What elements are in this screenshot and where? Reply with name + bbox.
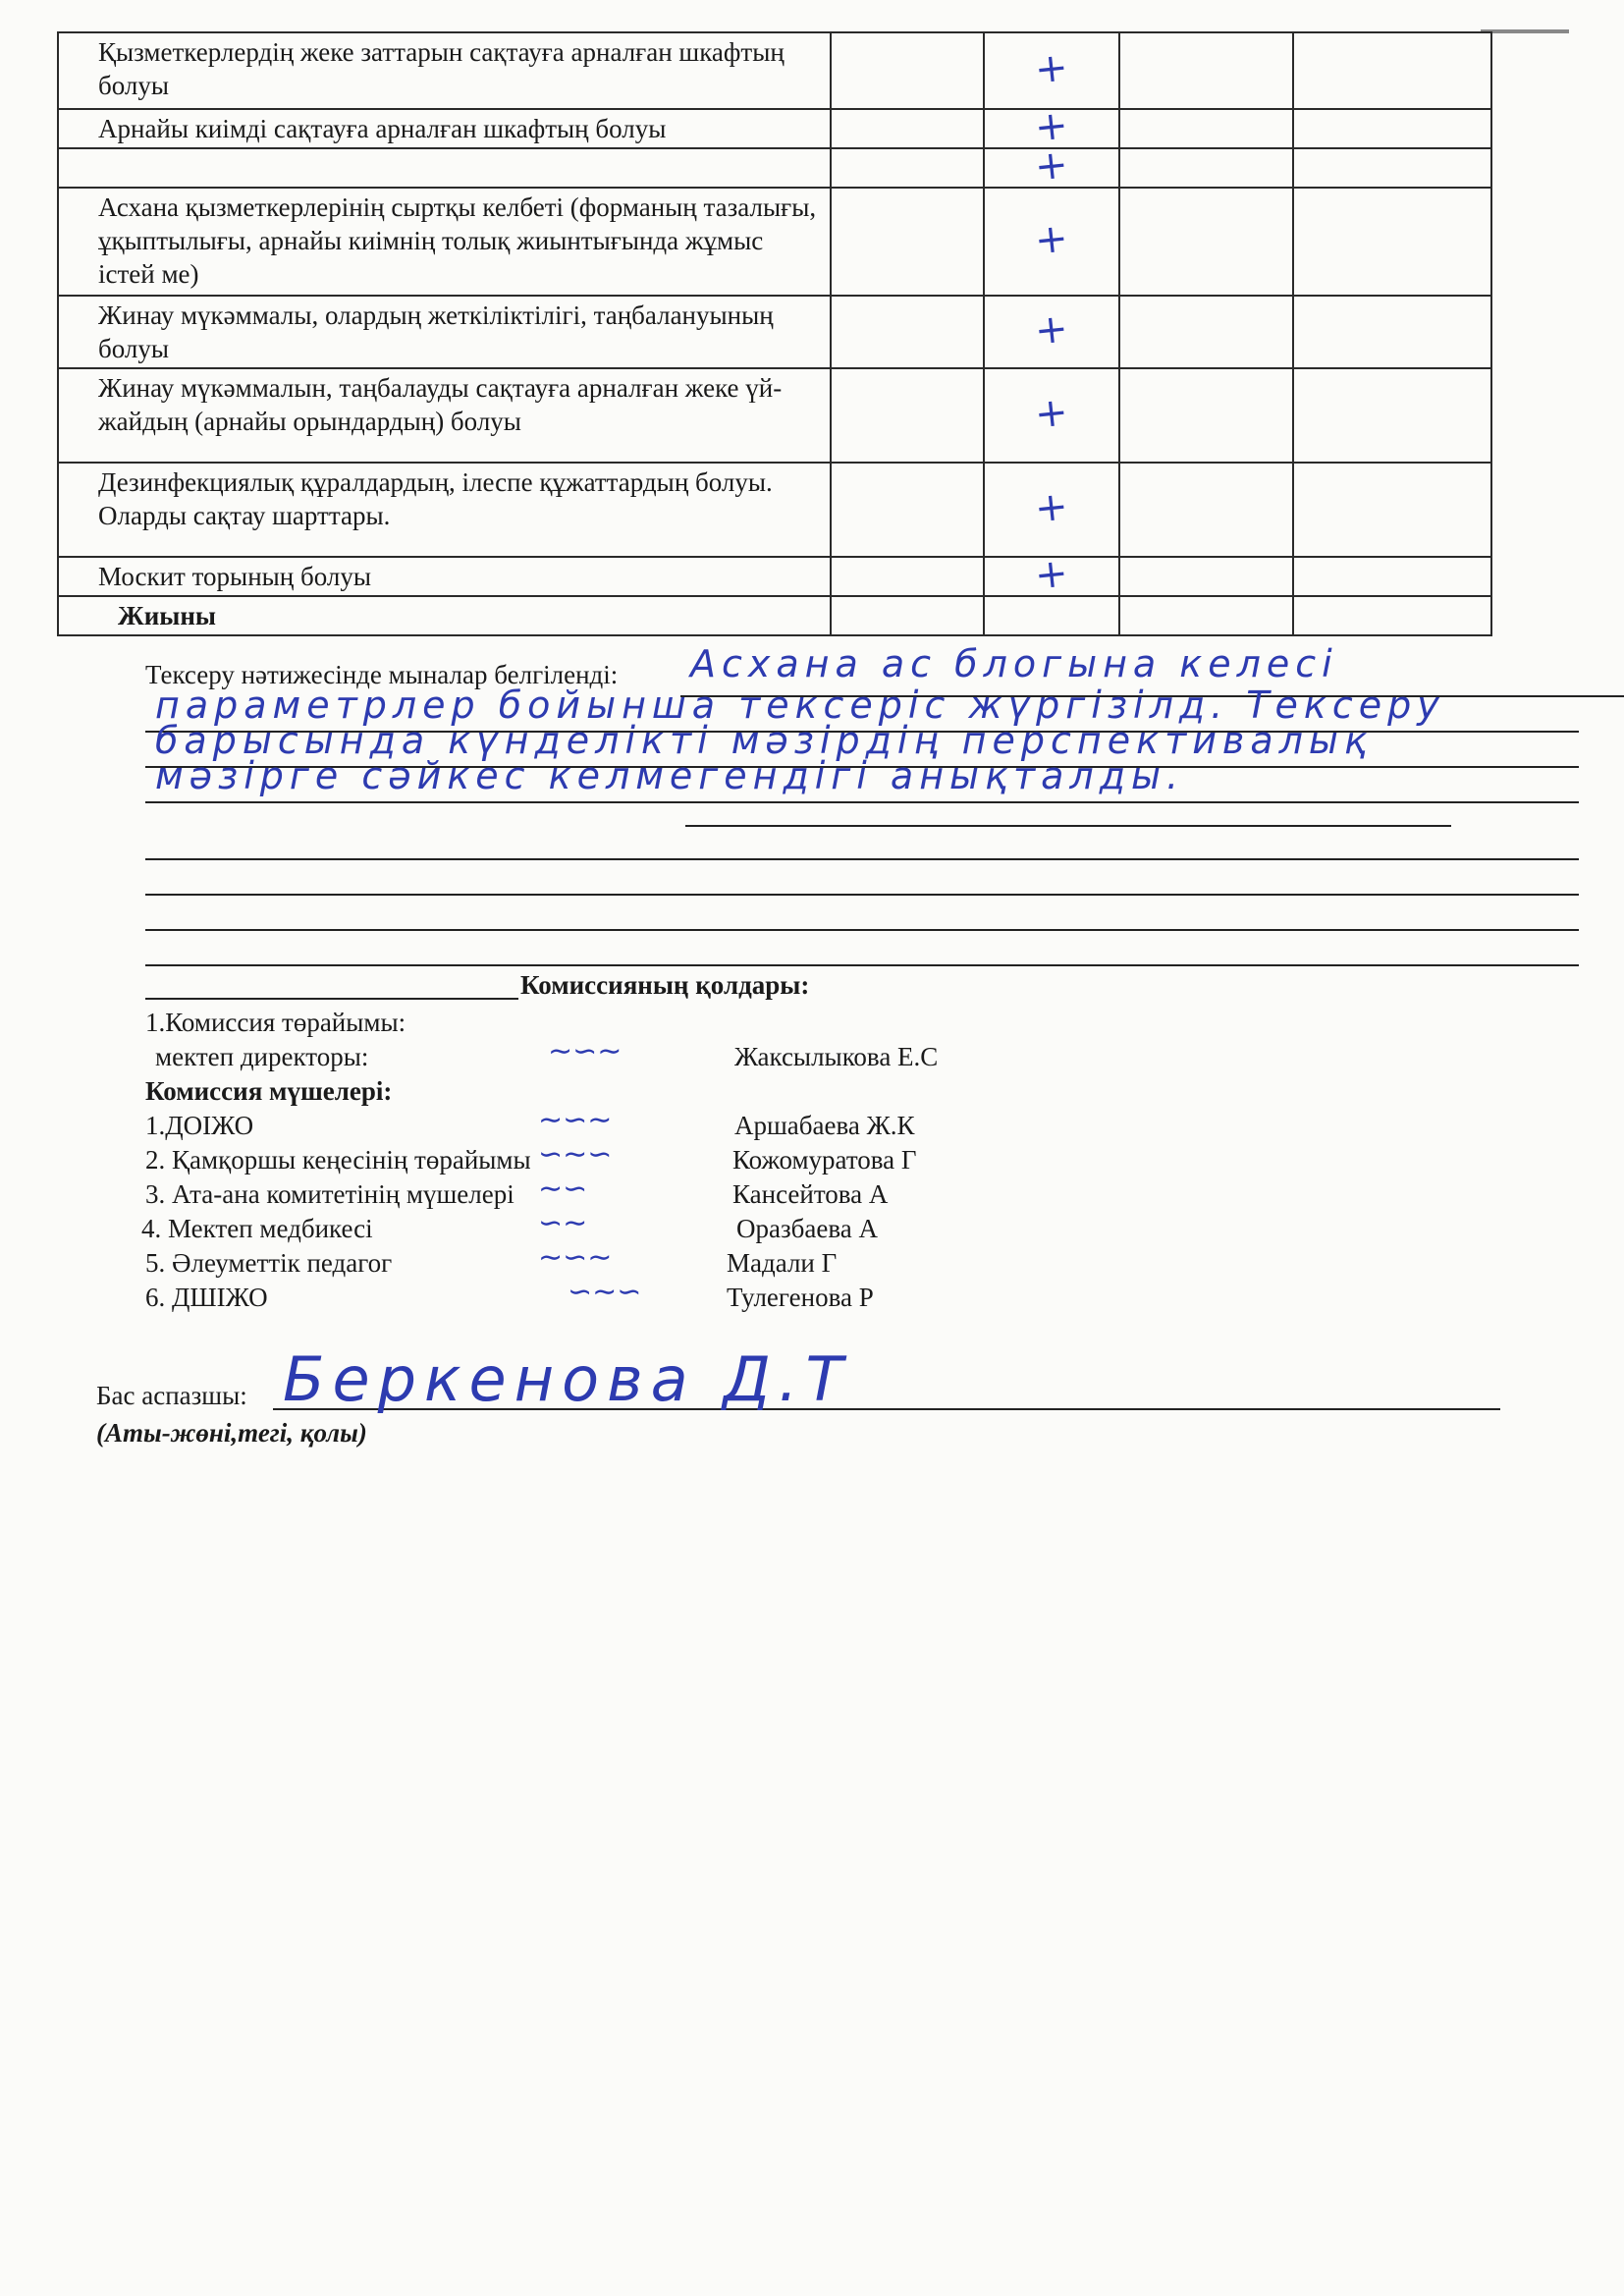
member-role: 6. ДШІЖО: [145, 1283, 268, 1312]
chair-role: мектеп директоры:: [155, 1042, 369, 1071]
member-role: 3. Ата-ана комитетінің мүшелері: [145, 1179, 514, 1209]
row-label: Дезинфекциялық құралдардың, ілеспе құжаттардың болуы. Оларды сақтау шарттары.: [58, 463, 831, 557]
chair-title: 1.Комиссия төрайымы:: [145, 1008, 406, 1037]
handwritten-line: барысында күнделікті мәзірдің перспективалық: [155, 719, 1373, 762]
member-role: 2. Қамқоршы кеңесінің төрайымы: [145, 1145, 531, 1175]
row-label: Жинау мүкәммалын, таңбалауды сақтауға арналған жеке үй-жайдың (арнайы орындардың) болуы: [58, 368, 831, 463]
row-label: Арнайы киімді сақтауға арналған шкафтың болуы: [58, 109, 831, 148]
signature-scrawl: ∼∽: [538, 1172, 588, 1206]
signature-scrawl: ∼∽∼: [548, 1034, 623, 1068]
members-heading: Комиссия мүшелері:: [145, 1076, 393, 1106]
member-name: Кансейтова А: [732, 1179, 889, 1209]
signatures-heading: Комиссияның қолдары:: [520, 970, 810, 1000]
signature-scrawl: ∼∽∼: [538, 1103, 613, 1137]
member-name: Кожомуратова Г: [732, 1145, 917, 1175]
handwritten-line: параметрлер бойынша тексеріс жүргізілд. Тексеру: [155, 683, 1445, 727]
handwritten-name: Беркенова Д.Т: [283, 1343, 851, 1415]
handwritten-line: Асхана ас блогына келесі: [690, 642, 1338, 685]
member-role: 4. Мектеп медбикесі: [141, 1214, 373, 1243]
signature-scrawl: ∽∼∽: [568, 1275, 642, 1309]
member-name: Оразбаева А: [736, 1214, 878, 1243]
member-role: 1.ДОІЖО: [145, 1111, 254, 1140]
check-mark: +: [1032, 483, 1070, 532]
table-row: [58, 188, 1491, 296]
row-label: [58, 148, 831, 188]
table-row: [58, 296, 1491, 368]
underline: [685, 825, 1451, 827]
checklist-table: [57, 31, 1492, 636]
row-label: Жинау мүкәммалы, олардың жеткіліктілігі, таңбалануының болуы: [58, 296, 831, 368]
row-label: Қызметкерлердің жеке заттарын сақтауға арналған шкафтың болуы: [58, 32, 831, 109]
signature-scrawl: ∽∼: [538, 1206, 588, 1240]
table-row: [58, 148, 1491, 188]
list-item: [145, 1275, 1029, 1315]
member-name: Мадали Г: [727, 1248, 838, 1278]
underline: [145, 929, 1579, 931]
handwritten-line: мәзірге сәйкес келмегендігі анықталды.: [155, 754, 1185, 797]
table-row: [58, 557, 1491, 596]
signature-scrawl: ∼∽∼: [538, 1240, 613, 1275]
check-mark: +: [1032, 215, 1070, 264]
total-label: Жиыны: [58, 596, 831, 635]
underline: [145, 998, 518, 1000]
row-label: Москит торының болуы: [58, 557, 831, 596]
table-row: [58, 463, 1491, 557]
signature-scrawl: ∽∼∽: [538, 1137, 613, 1172]
head-cook-label: Бас аспазшы:: [96, 1381, 247, 1410]
member-role: 5. Әлеуметтік педагог: [145, 1248, 393, 1278]
check-mark: +: [1032, 305, 1070, 355]
check-mark: +: [1032, 44, 1070, 93]
underline: [145, 801, 1579, 803]
table-row: [58, 32, 1491, 109]
list-item: [145, 1034, 1029, 1074]
scan-mark: [1481, 29, 1569, 33]
check-mark: +: [1032, 141, 1070, 191]
member-name: Аршабаева Ж.К: [734, 1111, 915, 1140]
table-row-total: [58, 596, 1491, 635]
underline: [145, 894, 1579, 896]
underline: [145, 964, 1579, 966]
head-cook-note: (Аты-жөні,тегі, қолы): [96, 1418, 367, 1448]
row-label: Асхана қызметкерлерінің сыртқы келбеті (форманың тазалығы, ұқыптылығы, арнайы киімнің толық жиынтығында жұмыс істей ме): [58, 188, 831, 296]
commission-signatures: [141, 1006, 1029, 1315]
table-row: [58, 368, 1491, 463]
table-row: [58, 109, 1491, 148]
check-mark: +: [1032, 389, 1070, 438]
check-mark: +: [1032, 550, 1070, 599]
check-mark: +: [1032, 102, 1070, 151]
underline: [145, 858, 1579, 860]
result-label: Тексеру нәтижесінде мыналар белгіленді:: [145, 660, 619, 689]
chair-name: Жаксылыкова Е.С: [734, 1042, 939, 1071]
member-name: Тулегенова Р: [727, 1283, 874, 1312]
